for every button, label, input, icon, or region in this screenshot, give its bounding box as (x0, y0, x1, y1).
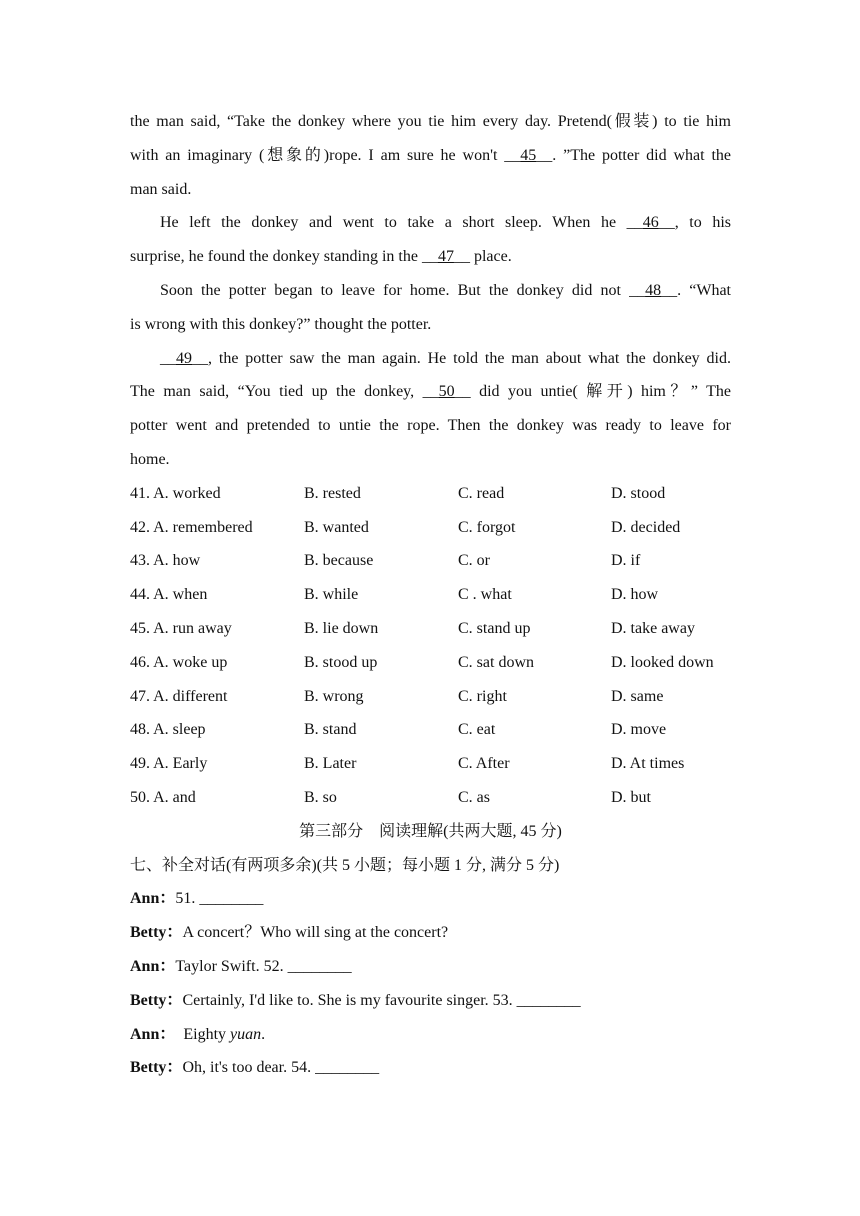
dialogue-line: Betty：Certainly, I'd like to. She is my favourite singer. 53. ________ (130, 991, 581, 1009)
dialogue-line: Betty：A concert？Who will sing at the concert? (130, 924, 449, 942)
question-options (130, 713, 731, 747)
option-a: 49. A. Early (130, 755, 208, 773)
passage-line: the man said, “Take the donkey where you tie him every day. Pretend(假装) to tie him (130, 113, 731, 130)
speaker: Ann： (130, 957, 176, 975)
option-c: C. as (458, 788, 490, 806)
dialogue-line: Betty：Oh, it's too dear. 54. ________ (130, 1059, 380, 1077)
question-options (130, 511, 731, 545)
option-c: C . what (458, 586, 512, 604)
option-b: B. so (304, 788, 337, 806)
question-options (130, 680, 731, 714)
section-subheading: 七、补全对话(有两项多余)(共 5 小题；每小题 1 分, 满分 5 分) (130, 856, 560, 874)
passage-line: home. (130, 450, 170, 468)
option-d: D. stood (611, 484, 666, 502)
option-b: B. stand (304, 721, 357, 739)
option-a: 41. A. worked (130, 484, 221, 502)
speaker: Betty： (130, 991, 183, 1009)
passage-line: potter went and pretended to untie the rope. Then the donkey was ready to leave for (130, 417, 731, 435)
question-options (130, 544, 731, 578)
exam-content (130, 105, 731, 1085)
option-a: 45. A. run away (130, 619, 232, 637)
option-a: 47. A. different (130, 687, 228, 705)
option-a: 46. A. woke up (130, 653, 228, 671)
passage-line: The man said, “You tied up the donkey, __50__ did you untie( 解开) him？” The (130, 383, 731, 401)
question-options (130, 578, 731, 612)
passage-line: Soon the potter began to leave for home. But the donkey did not __48__. “What (160, 281, 732, 299)
speaker: Ann： (130, 890, 176, 908)
option-c: C. eat (458, 721, 496, 739)
option-c: C. After (458, 755, 510, 773)
option-b: B. wrong (304, 687, 364, 705)
option-a: 43. A. how (130, 552, 201, 570)
option-d: D. At times (611, 755, 685, 773)
option-a: 50. A. and (130, 788, 196, 806)
option-d: D. looked down (611, 653, 714, 671)
option-a: 42. A. remembered (130, 518, 253, 536)
blank-50: 50 (438, 383, 455, 401)
option-a: 44. A. when (130, 586, 208, 604)
passage-line: surprise, he found the donkey standing in the __47__ place. (130, 248, 512, 266)
question-options (130, 646, 731, 680)
blank-46: 46 (642, 214, 659, 232)
option-d: D. decided (611, 518, 681, 536)
option-c: C. sat down (458, 653, 534, 671)
section-heading: 第三部分 阅读理解(共两大题, 45 分) (299, 822, 562, 840)
dialogue-line: Ann：Taylor Swift. 52. ________ (130, 957, 352, 975)
option-d: D. but (611, 788, 651, 806)
option-b: B. Later (304, 755, 357, 773)
option-a: 48. A. sleep (130, 721, 206, 739)
option-d: D. move (611, 721, 667, 739)
speaker: Betty： (130, 1059, 183, 1077)
blank-49: 49 (176, 349, 192, 367)
option-d: D. same (611, 687, 664, 705)
option-d: D. if (611, 552, 641, 570)
blank-47: 47 (437, 248, 454, 266)
question-options (130, 747, 731, 781)
passage-line: with an imaginary (想象的)rope. I am sure he won't __45__. ”The potter did what the (130, 146, 731, 164)
option-b: B. lie down (304, 619, 379, 637)
option-c: C. right (458, 687, 507, 705)
option-b: B. wanted (304, 518, 369, 536)
passage-line: He left the donkey and went to take a short sleep. When he __46__, to his (160, 214, 731, 232)
option-b: B. because (304, 552, 374, 570)
question-options (130, 781, 731, 815)
question-options (130, 612, 731, 646)
option-c: C. read (458, 484, 505, 502)
option-b: B. while (304, 586, 359, 604)
question-options (130, 477, 731, 511)
option-d: D. take away (611, 619, 695, 637)
option-c: C. forgot (458, 518, 516, 536)
option-c: C. stand up (458, 619, 531, 637)
passage-line: man said. (130, 180, 192, 198)
passage-line: is wrong with this donkey?” thought the potter. (130, 315, 432, 333)
option-b: B. rested (304, 484, 361, 502)
option-b: B. stood up (304, 653, 378, 671)
option-c: C. or (458, 552, 490, 570)
option-d: D. how (611, 586, 659, 604)
blank-48: 48 (645, 281, 662, 299)
speaker: Betty： (130, 924, 183, 942)
speaker: Ann： (130, 1025, 176, 1043)
dialogue-line: Ann：51. ________ (130, 890, 264, 908)
dialogue-line: Ann： Eighty yuan. (130, 1025, 266, 1043)
passage-line: __49__, the potter saw the man again. He told the man about what the donkey did. (160, 349, 731, 367)
blank-45: 45 (520, 146, 537, 164)
